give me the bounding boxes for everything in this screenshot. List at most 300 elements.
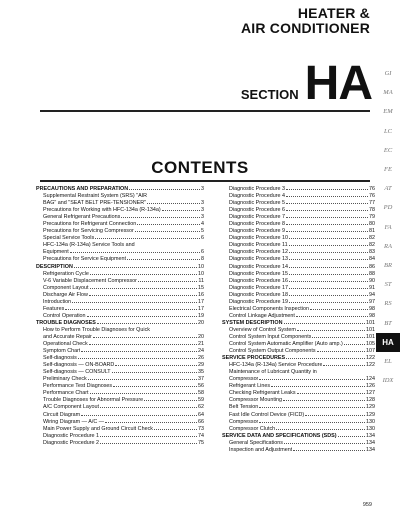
toc-entry-page: 15	[198, 284, 204, 291]
toc-entry-title: Diagnostic Procedure 5	[229, 200, 286, 207]
toc-entry[interactable]	[222, 278, 375, 285]
toc-entry[interactable]	[222, 264, 375, 271]
toc-entry-page: 84	[369, 256, 375, 263]
toc-entry[interactable]	[222, 285, 375, 292]
toc-entry[interactable]	[36, 376, 204, 383]
toc-leader-dots	[286, 224, 368, 225]
toc-entry-page: 130	[366, 425, 375, 432]
toc-entry-title: Compressor Mounting	[229, 397, 283, 404]
toc-entry[interactable]	[36, 242, 204, 249]
toc-entry-page: 122	[366, 362, 375, 369]
toc-entry[interactable]	[222, 419, 375, 426]
toc-entry[interactable]	[222, 193, 375, 200]
toc-entry-title: Supplemental Restraint System (SRS) "AIR	[43, 193, 148, 200]
toc-entry[interactable]	[36, 390, 204, 397]
toc-entry-title: Diagnostic Procedure 10	[229, 235, 289, 242]
toc-entry[interactable]	[222, 235, 375, 242]
section-tab-fe[interactable]: FE	[384, 166, 392, 174]
section-tab-ra[interactable]: RA	[384, 242, 392, 250]
toc-entry[interactable]	[36, 249, 204, 256]
toc-leader-dots	[162, 210, 200, 211]
toc-entry-page: 134	[366, 439, 375, 446]
toc-entry-title: Diagnostic Procedure 2	[43, 439, 100, 446]
toc-entry[interactable]	[222, 320, 375, 327]
toc-entry[interactable]	[36, 207, 204, 214]
toc-entry-title: Diagnostic Procedure 13	[229, 256, 289, 263]
toc-leader-dots	[344, 344, 365, 345]
toc-leader-dots	[289, 267, 368, 268]
toc-entry-title: Special Service Tools	[43, 235, 95, 242]
toc-entry-page: 3	[201, 200, 204, 207]
toc-entry[interactable]	[222, 341, 375, 348]
toc-entry[interactable]	[222, 376, 375, 383]
toc-entry-page: 20	[198, 319, 204, 326]
toc-entry[interactable]	[222, 383, 375, 390]
toc-entry-title: Overview of Control System	[229, 326, 296, 333]
toc-entry-page: 105	[366, 341, 375, 348]
toc-entry-title: Diagnostic Procedure 14	[229, 263, 289, 270]
toc-entry[interactable]	[36, 348, 204, 355]
toc-entry-page: 26	[198, 355, 204, 362]
toc-leader-dots	[317, 351, 365, 352]
toc-entry-title: A/C Component Layout	[43, 404, 100, 411]
section-label: SECTION	[240, 87, 299, 102]
toc-entry[interactable]	[222, 404, 375, 411]
toc-entry[interactable]	[36, 271, 204, 278]
toc-entry-page: 134	[366, 432, 375, 439]
toc-entry-page: 122	[366, 355, 375, 362]
contents-divider	[40, 180, 370, 182]
toc-entry[interactable]	[222, 313, 375, 320]
toc-leader-dots	[286, 203, 368, 204]
toc-entry[interactable]	[36, 433, 204, 440]
toc-entry-title: Circuit Diagram	[43, 411, 81, 418]
toc-entry[interactable]	[36, 264, 204, 271]
toc-entry[interactable]	[222, 256, 375, 263]
toc-leader-dots	[87, 316, 197, 317]
toc-entry[interactable]	[36, 214, 204, 221]
toc-entry-page: 37	[198, 376, 204, 383]
toc-entry-page: 58	[198, 390, 204, 397]
toc-entry-title: SERVICE PROCEDURES	[222, 355, 286, 362]
toc-entry[interactable]	[36, 440, 204, 447]
toc-entry-title: Self-diagnosis — ON-BOARD	[43, 362, 115, 369]
toc-entry-title: SYSTEM DESCRIPTION	[222, 319, 283, 326]
toc-entry[interactable]	[222, 369, 375, 376]
toc-entry-page: 130	[366, 418, 375, 425]
toc-entry-title: SERVICE DATA AND SPECIFICATIONS (SDS)	[222, 432, 337, 439]
toc-entry-page: 20	[198, 333, 204, 340]
toc-entry-page: 76	[369, 186, 375, 192]
toc-entry-page: 78	[369, 207, 375, 214]
header-title	[210, 6, 370, 36]
toc-entry-page: 64	[198, 411, 204, 418]
toc-entry[interactable]	[36, 292, 204, 299]
section-tab-el[interactable]: EL	[384, 357, 392, 365]
toc-entry-page: 17	[198, 305, 204, 312]
toc-entry[interactable]	[36, 186, 204, 193]
toc-leader-dots	[296, 316, 368, 317]
toc-leader-dots	[276, 429, 365, 430]
toc-entry-title: Symptom Chart	[43, 348, 81, 355]
toc-leader-dots	[100, 436, 197, 437]
page-number: 959	[362, 502, 372, 508]
toc-entry-title: Equipment	[43, 249, 69, 256]
toc-leader-dots	[89, 344, 197, 345]
toc-entry-title: Compressor	[229, 376, 259, 383]
toc-entry-title: Features	[43, 305, 65, 312]
toc-leader-dots	[259, 379, 365, 380]
toc-entry-title: Diagnostic Procedure 3	[229, 186, 286, 192]
toc-leader-dots	[93, 337, 197, 338]
toc-entry[interactable]	[222, 207, 375, 214]
toc-leader-dots	[97, 323, 197, 324]
section-tab-bt[interactable]: BT	[384, 319, 392, 327]
toc-entry-title: Trouble Diagnoses for Abnormal Pressure	[43, 397, 144, 404]
toc-entry-page: 86	[369, 263, 375, 270]
toc-leader-dots	[289, 259, 368, 260]
toc-entry-page: 82	[369, 242, 375, 249]
toc-entry[interactable]	[36, 419, 204, 426]
toc-entry-page: 83	[369, 249, 375, 256]
toc-leader-dots	[338, 436, 365, 437]
toc-leader-dots	[154, 429, 197, 430]
toc-leader-dots	[259, 422, 365, 423]
toc-leader-dots	[129, 189, 200, 190]
toc-entry[interactable]	[36, 327, 204, 334]
toc-entry-page: 77	[369, 200, 375, 207]
toc-entry-page: 10	[198, 263, 204, 270]
toc-leader-dots	[286, 189, 368, 190]
toc-entry-page: 127	[366, 390, 375, 397]
toc-entry-page: 91	[369, 284, 375, 291]
toc-entry-page: 124	[366, 376, 375, 383]
toc-leader-dots	[127, 259, 200, 260]
toc-entry-title: Diagnostic Procedure 11	[229, 242, 288, 249]
toc-entry-title: Component Layout	[43, 284, 89, 291]
toc-entry[interactable]	[36, 412, 204, 419]
toc-entry-title: BAG" and "SEAT BELT PRE-TENSIONER"	[43, 200, 147, 207]
toc-entry[interactable]	[222, 186, 375, 193]
toc-entry-title: V-6 Variable Displacement Compressor	[43, 277, 137, 284]
toc-entry-title: Precautions for Refrigerant Connection	[43, 221, 137, 228]
toc-entry-title: Fast Idle Control Device (FICD)	[229, 411, 305, 418]
toc-entry-page: 101	[366, 326, 375, 333]
section-tab-pd[interactable]: PD	[383, 204, 393, 212]
toc-entry-page: 11	[198, 277, 204, 284]
toc-entry-title: Performance Chart	[43, 390, 89, 397]
toc-leader-dots	[271, 386, 365, 387]
toc-entry-page: 90	[369, 277, 375, 284]
toc-entry[interactable]	[36, 256, 204, 263]
toc-leader-dots	[81, 415, 197, 416]
toc-entry[interactable]	[36, 362, 204, 369]
toc-entry-title: Diagnostic Procedure 17	[229, 284, 289, 291]
toc-entry[interactable]	[36, 221, 204, 228]
section-tab-ma[interactable]: MA	[383, 89, 393, 97]
toc-entry-page: 82	[369, 235, 375, 242]
toc-entry-title: Checking Refrigerant Leaks	[229, 390, 296, 397]
section-code: HA	[304, 57, 372, 110]
toc-entry[interactable]	[36, 397, 204, 404]
toc-entry[interactable]	[36, 404, 204, 411]
toc-leader-dots	[323, 365, 365, 366]
toc-leader-dots	[138, 281, 197, 282]
toc-leader-dots	[259, 407, 365, 408]
toc-leader-dots	[115, 365, 197, 366]
toc-entry-title: Diagnostic Procedure 4	[229, 193, 286, 200]
toc-leader-dots	[78, 358, 197, 359]
toc-entry-page: 3	[201, 207, 204, 214]
toc-entry[interactable]	[36, 313, 204, 320]
toc-entry-page: 16	[198, 291, 204, 298]
toc-entry[interactable]	[36, 235, 204, 242]
toc-leader-dots	[289, 295, 368, 296]
toc-entry-title: Wiring Diagram — A/C —	[43, 418, 105, 425]
toc-entry-page: 81	[369, 228, 375, 235]
toc-entry-page: 29	[198, 362, 204, 369]
section-tab-em[interactable]: EM	[383, 108, 393, 116]
toc-entry-page: 10	[198, 270, 204, 277]
toc-entry-page: 80	[369, 221, 375, 228]
toc-entry-title: Refrigerant Lines	[229, 383, 271, 390]
toc-entry-page: 101	[366, 319, 375, 326]
toc-entry-title: Refrigeration Cycle	[43, 270, 89, 277]
toc-leader-dots	[74, 267, 197, 268]
toc-leader-dots	[88, 379, 197, 380]
toc-entry-title: Control System Automatic Amplifier (Auto amp.)	[229, 341, 343, 348]
toc-entry-title: Control Linkage Adjustment	[229, 312, 295, 319]
section-tab-ha[interactable]: HA	[376, 333, 400, 352]
toc-entry-title: Belt Tension	[229, 404, 259, 411]
toc-leader-dots	[135, 231, 200, 232]
toc-entry[interactable]	[36, 334, 204, 341]
toc-entry[interactable]	[36, 285, 204, 292]
toc-entry[interactable]	[222, 221, 375, 228]
toc-entry-title: TROUBLE DIAGNOSES	[36, 319, 96, 326]
toc-entry[interactable]	[222, 390, 375, 397]
toc-entry[interactable]	[222, 412, 375, 419]
contents-title: CONTENTS	[151, 158, 249, 177]
toc-entry[interactable]	[222, 249, 375, 256]
toc-entry[interactable]	[222, 306, 375, 313]
toc-leader-dots	[312, 337, 365, 338]
toc-leader-dots	[89, 295, 197, 296]
toc-leader-dots	[105, 422, 197, 423]
toc-leader-dots	[289, 238, 368, 239]
toc-entry[interactable]	[36, 369, 204, 376]
section-tab-gi[interactable]: GI	[384, 70, 392, 78]
toc-entry[interactable]	[36, 355, 204, 362]
toc-entry[interactable]	[36, 193, 204, 200]
toc-leader-dots	[112, 372, 197, 373]
toc-entry-title: Diagnostic Procedure 12	[229, 249, 289, 256]
section-tab-fa[interactable]: FA	[384, 223, 392, 231]
toc-entry-page: 35	[198, 369, 204, 376]
toc-entry-title: Compressor	[229, 418, 259, 425]
toc-leader-dots	[72, 302, 197, 303]
toc-leader-dots	[144, 400, 197, 401]
toc-entry-page: 56	[198, 383, 204, 390]
toc-entry[interactable]	[222, 214, 375, 221]
toc-entry-title: Discharge Air Flow	[43, 291, 88, 298]
toc-entry-title: Compressor Clutch	[229, 425, 276, 432]
toc-entry[interactable]	[222, 447, 375, 454]
toc-leader-dots	[90, 288, 197, 289]
toc-entry[interactable]	[36, 383, 204, 390]
toc-entry-page: 97	[369, 298, 375, 305]
toc-entry-title: HFC-134a (R-134a) Service Tools and	[43, 242, 135, 249]
toc-entry-title: Diagnostic Procedure 6	[229, 207, 286, 214]
toc-entry-page: 21	[198, 341, 204, 348]
toc-entry-page: 126	[366, 383, 375, 390]
toc-entry[interactable]	[222, 228, 375, 235]
toc-entry[interactable]	[222, 355, 375, 362]
toc-entry-title: Maintenance of Lubricant Quantity in	[229, 369, 317, 376]
toc-leader-dots	[289, 245, 368, 246]
toc-entry[interactable]	[222, 397, 375, 404]
toc-entry[interactable]	[222, 348, 375, 355]
toc-entry-title: How to Perform Trouble Diagnoses for Quick	[43, 326, 150, 333]
toc-leader-dots	[113, 386, 197, 387]
header-title-line1: HEATER &	[297, 5, 370, 21]
section-heading	[241, 58, 372, 108]
section-tab-at[interactable]: AT	[384, 185, 392, 193]
toc-entry[interactable]	[36, 228, 204, 235]
toc-entry[interactable]	[222, 334, 375, 341]
toc-leader-dots	[289, 281, 368, 282]
section-tab-rs[interactable]: RS	[384, 300, 392, 308]
toc-entry[interactable]	[222, 200, 375, 207]
toc-entry-page: 24	[198, 348, 204, 355]
toc-leader-dots	[289, 252, 368, 253]
toc-leader-dots	[283, 400, 365, 401]
toc-leader-dots	[70, 252, 200, 253]
toc-entry-page: 62	[198, 404, 204, 411]
toc-leader-dots	[305, 415, 365, 416]
toc-entry[interactable]	[36, 278, 204, 285]
section-tab-idx[interactable]: IDX	[382, 377, 394, 385]
section-tab-br[interactable]: BR	[384, 261, 392, 269]
toc-entry[interactable]	[36, 299, 204, 306]
toc-leader-dots	[65, 309, 197, 310]
toc-leader-dots	[286, 231, 368, 232]
toc-leader-dots	[289, 288, 368, 289]
toc-entry-title: General Refrigerant Precautions	[43, 214, 121, 221]
toc-leader-dots	[310, 309, 368, 310]
toc-entry-page: 134	[366, 446, 375, 453]
toc-entry-title: Control System Output Components	[229, 348, 316, 355]
toc-entry-title: Preliminary Check	[43, 376, 87, 383]
toc-entry-page: 5	[201, 228, 204, 235]
toc-leader-dots	[289, 274, 368, 275]
toc-entry-title: Diagnostic Procedure 18	[229, 291, 289, 298]
toc-right-column	[222, 186, 375, 454]
section-tab-lc[interactable]: LC	[384, 127, 392, 135]
toc-entry-title: Main Power Supply and Ground Circuit Check	[43, 425, 153, 432]
toc-entry-page: 79	[369, 214, 375, 221]
toc-entry-title: Diagnostic Procedure 8	[229, 221, 286, 228]
toc-entry-title: and Accurate Repair	[43, 333, 92, 340]
header-title-line2: AIR CONDITIONER	[241, 20, 370, 36]
toc-entry-page: 75	[198, 439, 204, 446]
toc-leader-dots	[286, 196, 368, 197]
toc-leader-dots	[286, 358, 365, 359]
toc-left-column	[36, 186, 204, 447]
toc-entry[interactable]	[36, 426, 204, 433]
toc-entry-title: DESCRIPTION	[36, 263, 73, 270]
toc-entry[interactable]	[36, 320, 204, 327]
toc-entry-page: 3	[201, 214, 204, 221]
toc-leader-dots	[90, 274, 197, 275]
toc-leader-dots	[121, 217, 200, 218]
toc-entry-title: PRECAUTIONS AND PREPARATION	[36, 186, 129, 192]
toc-leader-dots	[286, 217, 368, 218]
toc-entry[interactable]	[222, 433, 375, 440]
toc-leader-dots	[284, 323, 365, 324]
toc-entry[interactable]	[36, 341, 204, 348]
toc-entry-title: Self-diagnosis — CONSULT	[43, 369, 111, 376]
toc-entry-page: 19	[198, 312, 204, 319]
toc-entry-page: 98	[369, 312, 375, 319]
header-divider	[40, 110, 370, 112]
toc-entry[interactable]	[222, 426, 375, 433]
toc-leader-dots	[81, 351, 197, 352]
toc-entry-page: 6	[201, 249, 204, 256]
toc-entry-page: 8	[201, 256, 204, 263]
section-tab-st[interactable]: ST	[384, 281, 392, 289]
toc-entry-page: 74	[198, 432, 204, 439]
toc-entry-page: 88	[369, 270, 375, 277]
toc-entry-title: Diagnostic Procedure 19	[229, 298, 289, 305]
toc-entry[interactable]	[222, 242, 375, 249]
toc-entry-page: 98	[369, 305, 375, 312]
section-index-tabs	[376, 64, 400, 390]
toc-entry-title: Precautions for Service Equipment	[43, 256, 126, 263]
toc-entry[interactable]	[222, 271, 375, 278]
toc-entry-page: 128	[366, 397, 375, 404]
toc-entry[interactable]	[222, 299, 375, 306]
toc-entry-page: 59	[198, 397, 204, 404]
toc-entry[interactable]	[222, 440, 375, 447]
toc-entry[interactable]	[222, 327, 375, 334]
toc-entry-title: Precautions for Working with HFC-134a (R-134a)	[43, 207, 161, 214]
toc-leader-dots	[147, 203, 200, 204]
toc-entry-title: Performance Test Diagnoses	[43, 383, 113, 390]
toc-entry-title: Diagnostic Procedure 9	[229, 228, 286, 235]
toc-entry-title: HFC-134a (R-134a) Service Procedure	[229, 362, 323, 369]
toc-entry[interactable]	[222, 362, 375, 369]
toc-entry[interactable]	[36, 306, 204, 313]
toc-entry-title: Inspection and Adjustment	[229, 446, 293, 453]
toc-leader-dots	[293, 450, 365, 451]
toc-leader-dots	[297, 393, 365, 394]
toc-entry-page: 129	[366, 411, 375, 418]
toc-entry-title: Operational Check	[43, 341, 88, 348]
toc-entry-page: 76	[369, 193, 375, 200]
toc-entry[interactable]	[36, 200, 204, 207]
toc-entry[interactable]	[222, 292, 375, 299]
toc-entry-title: Control System Input Components	[229, 333, 312, 340]
toc-leader-dots	[100, 407, 197, 408]
toc-entry-page: 101	[366, 333, 375, 340]
toc-entry-title: Diagnostic Procedure 16	[229, 277, 289, 284]
toc-leader-dots	[95, 238, 200, 239]
toc-leader-dots	[286, 210, 368, 211]
section-tab-ec[interactable]: EC	[383, 146, 393, 154]
toc-entry-title: Introduction	[43, 298, 72, 305]
toc-entry-page: 94	[369, 291, 375, 298]
